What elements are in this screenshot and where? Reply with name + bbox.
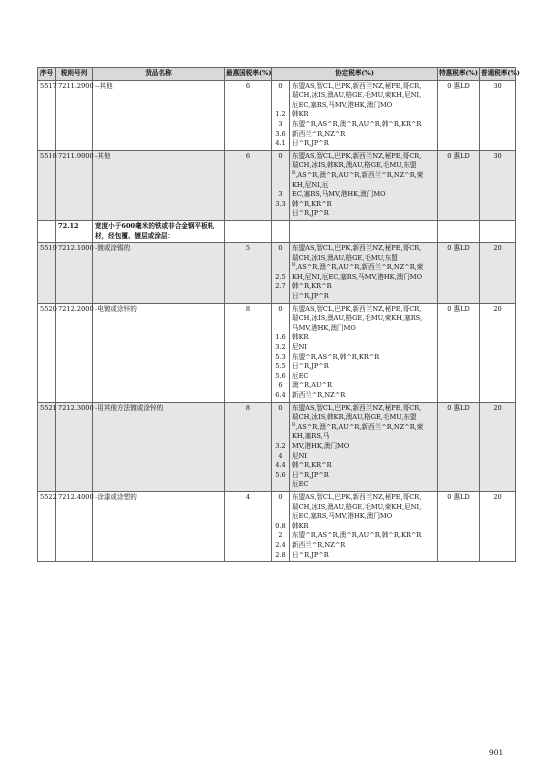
rate-spacer: [274, 181, 287, 191]
cell-code: 7212.2000: [56, 303, 93, 402]
cell-seq: 5518: [38, 150, 56, 220]
rate-spacer: [274, 413, 287, 423]
conv-partner-line: 瑞CH,冰IS,澳AU,格GE,毛MU,东盟: [292, 253, 398, 262]
conv-partner-line: 东盟AS,智CL,巴PK,新西兰NZ,秘PE,哥CR,: [292, 304, 422, 313]
table-header-row: [38, 68, 516, 81]
tariff-table: [37, 67, 520, 562]
cell-conv-list: [290, 303, 438, 402]
conv-rate: 2.8: [275, 550, 286, 559]
conv-partner-line: 日^R,JP^R: [292, 139, 329, 148]
conv-rate: 3.3: [275, 199, 286, 208]
conv-partner-line: 日^R,JP^R: [292, 362, 329, 371]
rate-spacer: [274, 512, 287, 522]
cell-seq: 5519: [38, 243, 56, 304]
table-row: [38, 150, 516, 220]
cell-pref: 0 惠LD: [438, 303, 480, 402]
conv-rate: 0: [278, 244, 283, 253]
cell-pref: 0 惠LD: [438, 491, 480, 561]
conv-partner-line: 新西兰^R,NZ^R: [292, 391, 346, 399]
conv-rate: 5.6: [275, 470, 286, 479]
cell-gen: 20: [480, 303, 516, 402]
cell-code: 7212.1000: [56, 243, 93, 304]
cell-gen: 20: [480, 243, 516, 304]
cell-conv-rate: [272, 150, 290, 220]
cell-mfn: 5: [225, 243, 272, 304]
heading-row: [38, 220, 516, 242]
header-seq: 序号: [38, 68, 56, 81]
cell-pref: 0 惠LD: [438, 80, 480, 150]
cell-conv-list: [290, 491, 438, 561]
conv-partner-line: 韩KR: [292, 333, 309, 342]
conv-partner-line: 日^R,JP^R: [292, 209, 329, 218]
conv-rate: 3: [278, 190, 283, 199]
conv-partner-line: 厄EC: [292, 480, 309, 489]
rate-spacer: [274, 263, 287, 273]
conv-rate: 0: [278, 403, 283, 412]
conv-rate: 4.4: [275, 461, 286, 470]
cell-mfn: 8: [225, 402, 272, 491]
cell-conv-rate: [272, 80, 290, 150]
superscript-mark: R: [292, 263, 296, 269]
conv-partner-line: 韩^R,KR^R: [292, 199, 332, 208]
conv-rate: 0: [278, 81, 283, 90]
conv-partner-line: 日^R,JP^R: [292, 292, 329, 301]
conv-partner-line: $^R$,AS^R,澳^R,AU^R,新西兰^R,NZ^R,柬KH,尼NI,厄EC,塞RS,马MV,港HK,澳门MO: [292, 263, 424, 281]
conv-partner-line: 东盟AS,智CL,巴PK,新西兰NZ,秘PE,哥CR,: [292, 492, 422, 501]
cell-conv-rate: [272, 243, 290, 304]
cell-name: -电镀或涂锌的: [93, 303, 225, 402]
rate-spacer: [274, 254, 287, 264]
conv-rate: 2.4: [275, 540, 286, 549]
cell-conv-rate: [272, 220, 290, 242]
cell-seq: 5517: [38, 80, 56, 150]
superscript-mark: R: [292, 422, 296, 428]
cell-mfn: 6: [225, 150, 272, 220]
conv-rate: 0: [278, 151, 283, 160]
cell-mfn: 6: [225, 80, 272, 150]
cell-conv-rate: [272, 491, 290, 561]
cell-gen: 30: [480, 150, 516, 220]
conv-partner-line: 韩KR: [292, 110, 309, 119]
conv-partner-line: 东盟AS,智CL,巴PK,新西兰NZ,秘PE,哥CR,: [292, 244, 422, 253]
rate-spacer: [274, 91, 287, 101]
cell-conv-list: [290, 243, 438, 304]
conv-partner-line: 瑞CH,冰IS,韩KR,澳AU,格GE,毛MU,东盟: [292, 413, 417, 422]
conv-partner-line: 瑞CH,冰IS,韩KR,澳AU,格GE,毛MU,东盟: [292, 161, 417, 170]
conv-rate: 0.8: [275, 521, 286, 530]
rate-spacer: [274, 161, 287, 171]
header-name: 货品名称: [93, 68, 225, 81]
conv-partner-line: 韩KR: [292, 521, 309, 530]
conv-partner-line: 厄EC,塞RS,马MV,港HK,澳门MO: [292, 512, 393, 521]
rate-spacer: [274, 314, 287, 324]
conv-rate: 1.6: [275, 333, 286, 342]
conv-partner-line: 韩^R,KR^R: [292, 461, 332, 470]
conv-partner-line: 尼NI: [292, 343, 307, 352]
conv-partner-line: MV,港HK,澳门MO: [292, 441, 350, 450]
conv-partner-line: 瑞CH,冰IS,澳AU,格GE,毛MU,柬KH,尼NI,: [292, 91, 422, 100]
cell-seq: 5520: [38, 303, 56, 402]
conv-rate: 6.4: [275, 391, 286, 399]
rate-spacer: [274, 432, 287, 442]
cell-pref: 0 惠LD: [438, 243, 480, 304]
conv-partner-line: 东盟AS,智CL,巴PK,新西兰NZ,秘PE,哥CR,: [292, 81, 422, 90]
cell-pref: 0 惠LD: [438, 150, 480, 220]
cell-name: -镀或涂锡的: [93, 243, 225, 304]
cell-name: --其他: [93, 80, 225, 150]
rate-spacer: [274, 423, 287, 433]
table-row: [38, 491, 516, 561]
rate-spacer: [274, 324, 287, 334]
rate-spacer: [274, 101, 287, 111]
cell-code: 7211.2900: [56, 80, 93, 150]
conv-partner-line: 韩^R,KR^R: [292, 282, 332, 291]
conv-rate: 6: [278, 381, 283, 390]
conv-partner-line: 东盟AS,智CL,巴PK,新西兰NZ,秘PE,哥CR,: [292, 403, 422, 412]
conv-rate: 4.1: [275, 139, 286, 148]
conv-rate: 0: [278, 304, 283, 313]
cell-mfn: 4: [225, 491, 272, 561]
cell-code: 7212.3000: [56, 402, 93, 491]
rate-spacer: [274, 503, 287, 513]
conv-partner-line: 东盟^R,AS^R,韩^R,KR^R: [292, 352, 380, 361]
rate-spacer: [274, 171, 287, 181]
conv-partner-line: 厄EC: [292, 371, 309, 380]
conv-partner-line: 东盟^R,AS^R,澳^R,AU^R,韩^R,KR^R: [292, 119, 422, 128]
table-row: [38, 303, 516, 402]
conv-rate: 0: [278, 492, 283, 501]
cell-pref: [438, 220, 480, 242]
table-row: [38, 402, 516, 491]
conv-rate: 2: [278, 531, 283, 540]
cell-conv-list: [290, 150, 438, 220]
conv-partner-line: 新西兰^R,NZ^R: [292, 540, 346, 549]
cell-gen: 30: [480, 80, 516, 150]
conv-partner-line: $^R$,AS^R,澳^R,AU^R,新西兰^R,NZ^R,柬KH,尼NI,厄: [292, 170, 424, 189]
conv-rate: 3.2: [275, 441, 286, 450]
cell-seq: [38, 220, 56, 242]
conv-partner-line: 尼NI: [292, 451, 307, 460]
cell-conv-rate: [272, 402, 290, 491]
conv-partner-line: 厄EC,塞RS,马MV,港HK,澳门MO: [292, 100, 393, 109]
conv-rate: 3.6: [275, 129, 286, 138]
conv-rate: 5.6: [275, 371, 286, 380]
conv-partner-line: EC,塞RS,马MV,港HK,澳门MO: [292, 190, 386, 199]
cell-mfn: 8: [225, 303, 272, 402]
cell-conv-rate: [272, 303, 290, 402]
cell-conv-list: [290, 220, 438, 242]
cell-conv-list: [290, 402, 438, 491]
conv-partner-line: 马MV,港HK,澳门MO: [292, 323, 356, 332]
cell-name: -用其他方法镀或涂锌的: [93, 402, 225, 491]
header-code: 税则号列: [56, 68, 93, 81]
cell-heading-code: 72.12: [56, 220, 93, 242]
cell-name: -其他: [93, 150, 225, 220]
cell-code: 7211.9000: [56, 150, 93, 220]
table-row: [38, 80, 516, 150]
page-number: 901: [489, 748, 504, 757]
conv-rate: 5.5: [275, 362, 286, 371]
header-conv: 协定税率(%): [272, 68, 438, 81]
conv-rate: 2.7: [275, 282, 286, 291]
conv-rate: 2.5: [275, 272, 286, 281]
cell-mfn: [225, 220, 272, 242]
superscript-mark: R: [292, 170, 296, 176]
header-mfn: 最惠国税率(%): [225, 68, 272, 81]
conv-rate: 3.2: [275, 343, 286, 352]
cell-gen: [480, 220, 516, 242]
conv-partner-line: 日^R,JP^R: [292, 550, 329, 559]
cell-gen: 20: [480, 491, 516, 561]
header-pref: 特惠税率(%): [438, 68, 480, 81]
table-body: [38, 80, 516, 562]
conv-partner-line: $^R$,AS^R,澳^R,AU^R,新西兰^R,NZ^R,柬KH,塞RS,马: [292, 422, 424, 441]
cell-seq: 5522: [38, 491, 56, 561]
cell-gen: 20: [480, 402, 516, 491]
conv-partner-line: 东盟^R,AS^R,澳^R,AU^R,韩^R,KR^R: [292, 531, 422, 540]
cell-seq: 5521: [38, 402, 56, 491]
conv-partner-line: 瑞CH,冰IS,澳AU,格GE,毛MU,柬KH,尼NI,: [292, 502, 422, 511]
cell-heading-name: 宽度小于600毫米的铁或非合金钢平板轧材，经包覆、镀层或涂层：: [93, 220, 225, 242]
conv-rate: 1.2: [275, 110, 286, 119]
conv-rate: 5.3: [275, 352, 286, 361]
conv-partner-line: 日^R,JP^R: [292, 470, 329, 479]
cell-pref: 0 惠LD: [438, 402, 480, 491]
cell-code: 7212.4000: [56, 491, 93, 561]
table-row: [38, 243, 516, 304]
header-gen: 普通税率(%): [480, 68, 516, 81]
conv-rate: 3: [278, 119, 283, 128]
conv-partner-line: 新西兰^R,NZ^R: [292, 129, 346, 138]
conv-partner-line: 澳^R,AU^R: [292, 381, 333, 390]
conv-rate: 4: [278, 451, 283, 460]
conv-partner-line: 瑞CH,冰IS,澳AU,格GE,毛MU,柬KH,塞RS,: [292, 314, 423, 323]
cell-name: -涂漆或涂塑的: [93, 491, 225, 561]
conv-partner-line: 东盟AS,智CL,巴PK,新西兰NZ,秘PE,哥CR,: [292, 151, 422, 160]
cell-conv-list: [290, 80, 438, 150]
